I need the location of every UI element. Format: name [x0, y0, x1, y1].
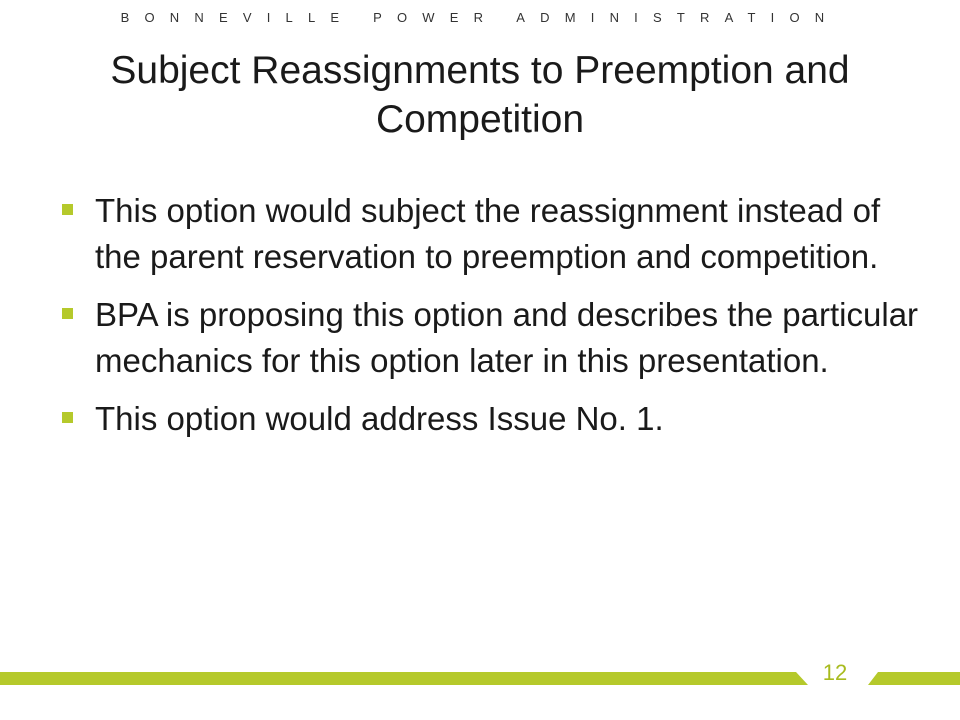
bullet-item: [60, 188, 920, 280]
bullet-text: BPA is proposing this option and describes the particular mechanics for this option later in this presentation.: [95, 296, 919, 379]
bullet-item: [60, 292, 920, 384]
slide-title: Subject Reassignments to Preemption and Competition: [110, 49, 850, 141]
page-number: 12: [822, 660, 848, 685]
bullet-item: [60, 396, 920, 442]
bullet-text: This option would address Issue No. 1.: [95, 400, 664, 437]
bullet-list: [60, 188, 920, 454]
footer-bar-left: [0, 672, 808, 685]
square-bullet-icon: [62, 204, 73, 215]
square-bullet-icon: [62, 412, 73, 423]
bullet-text: This option would subject the reassignment instead of the parent reservation to preemption and competition.: [95, 192, 881, 275]
organization-header: BONNEVILLE POWER ADMINISTRATION: [120, 10, 840, 25]
footer-bar-right: [868, 672, 960, 685]
square-bullet-icon: [62, 308, 73, 319]
